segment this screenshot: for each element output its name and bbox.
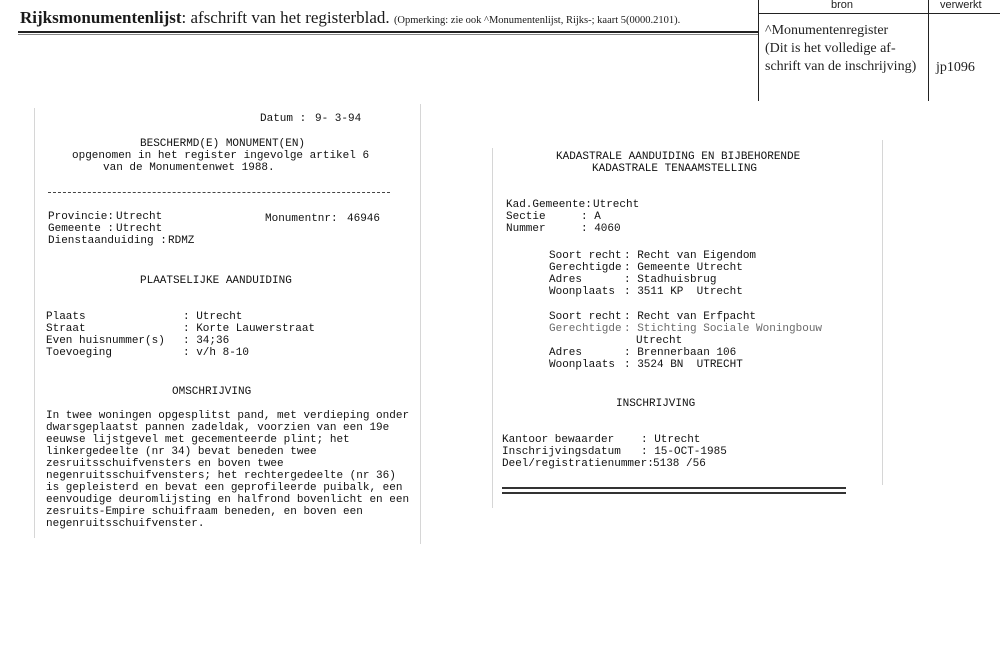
document-title — [20, 8, 680, 28]
gemeente-label: Gemeente : — [48, 223, 115, 235]
r1-adres-label: Adres — [549, 274, 583, 286]
r2-soort-label: Soort recht — [549, 311, 622, 323]
title-note: (Opmerking: zie ook ^Monumentenlijst, Rijks-; kaart 5(0000.2101). — [393, 15, 681, 26]
deel-value: 5138 /56 — [653, 458, 706, 470]
datum-value: 9- 3-94 — [315, 113, 362, 125]
dienst-value: RDMZ — [168, 235, 195, 247]
r2-woonplaats-label: Woonplaats — [549, 359, 616, 371]
monumentnr-label: Monumentnr: — [265, 213, 338, 225]
gemeente-value: Utrecht — [116, 223, 163, 235]
scan-edge-right-b — [882, 140, 883, 485]
sectie-value: : A — [581, 211, 601, 223]
r2-soort-value: : Recht van Erfpacht — [624, 311, 757, 323]
desc-line: zesruits-Empire schuifraam beneden, en boven een — [46, 506, 363, 518]
nummer-label: Nummer — [506, 223, 546, 235]
r1-soort-label: Soort recht — [549, 250, 622, 262]
desc-line: In twee woningen opgesplitst pand, met verdieping onder — [46, 410, 410, 422]
provincie-label: Provincie: — [48, 211, 115, 223]
nummer-value: : 4060 — [581, 223, 621, 235]
r1-gerechtigde-label: Gerechtigde — [549, 262, 622, 274]
desc-line: zesruitsschuifvensters en boven twee — [46, 458, 284, 470]
closing-rule-1 — [502, 487, 846, 489]
box-divider — [928, 0, 929, 101]
r2-gerechtigde-value: : Stichting Sociale Woningbouw — [624, 323, 823, 335]
datum-label: Datum : — [260, 113, 307, 125]
box-header-rule — [758, 13, 1000, 14]
scan-edge-mid — [420, 104, 421, 544]
plaats-value: : Utrecht — [183, 311, 243, 323]
box-col-verwerkt: verwerkt — [940, 0, 982, 11]
r1-woonplaats-label: Woonplaats — [549, 286, 616, 298]
title-rest: : afschrift van het registerblad. — [181, 8, 390, 27]
straat-value: : Korte Lauwerstraat — [183, 323, 316, 335]
closing-rule-2 — [502, 492, 846, 494]
inschrijvingsdatum-value: : 15-OCT-1985 — [641, 446, 727, 458]
desc-line: linkergedeelte (nr 34) bevat beneden twee — [46, 446, 317, 458]
r2-gerechtigde-value-2: Utrecht — [636, 335, 683, 347]
title-bold: Rijksmonumentenlijst — [20, 8, 182, 27]
r2-adres-value: : Brennerbaan 106 — [624, 347, 737, 359]
kantoor-label: Kantoor bewaarder — [502, 434, 615, 446]
box-border-left — [758, 0, 759, 101]
header-rule — [18, 31, 758, 33]
r1-woonplaats-value: : 3511 KP Utrecht — [624, 286, 743, 298]
bron-line-3: schrift van de inschrijving) — [765, 59, 917, 74]
heading-opgenomen: opgenomen in het register ingevolge artikel 6 — [72, 150, 370, 162]
dienst-label: Dienstaanduiding : — [48, 235, 167, 247]
provincie-value: Utrecht — [116, 211, 163, 223]
header-rule-thin — [18, 34, 758, 35]
section-inschrijving: INSCHRIJVING — [616, 398, 696, 410]
heading-wet: van de Monumentenwet 1988. — [103, 162, 275, 174]
dashed-rule — [48, 192, 390, 194]
r2-woonplaats-value: : 3524 BN UTRECHT — [624, 359, 743, 371]
r1-soort-value: : Recht van Eigendom — [624, 250, 757, 262]
plaats-label: Plaats — [46, 311, 86, 323]
deel-label: Deel/registratienummer: — [502, 458, 654, 470]
straat-label: Straat — [46, 323, 86, 335]
r2-adres-label: Adres — [549, 347, 583, 359]
kad-gemeente-label: Kad.Gemeente: — [506, 199, 592, 211]
monumentnr-value: 46946 — [347, 213, 381, 225]
kantoor-value: : Utrecht — [641, 434, 701, 446]
toevoeging-label: Toevoeging — [46, 347, 113, 359]
bron-line-1: ^Monumentenregister — [765, 23, 889, 38]
desc-line: negenruitsschuifvensters; het rechtergedeelte (nr 36) — [46, 470, 396, 482]
kadastrale-heading-2: KADASTRALE TENAAMSTELLING — [592, 163, 758, 175]
sectie-label: Sectie — [506, 211, 546, 223]
section-omschrijving: OMSCHRIJVING — [172, 386, 252, 398]
huisnummer-label: Even huisnummer(s) — [46, 335, 165, 347]
scan-edge-left — [34, 108, 35, 538]
box-col-bron: bron — [831, 0, 854, 11]
desc-line: dwarsgeplaatst pannen zadeldak, voorzien van een 19e — [46, 422, 390, 434]
desc-line: eenvoudige deuromlijsting en halfrond bovenlicht en een — [46, 494, 410, 506]
inschrijvingsdatum-label: Inschrijvingsdatum — [502, 446, 621, 458]
kadastrale-heading-1: KADASTRALE AANDUIDING EN BIJBEHORENDE — [556, 151, 801, 163]
r2-gerechtigde-label: Gerechtigde — [549, 323, 622, 335]
huisnummer-value: : 34;36 — [183, 335, 230, 347]
verwerkt-value: jp1096 — [936, 60, 975, 75]
r1-gerechtigde-value: : Gemeente Utrecht — [624, 262, 743, 274]
desc-line: eeuwse lijstgevel met gecementeerde plint; het — [46, 434, 350, 446]
desc-line: is gepleisterd en bevat een geprofileerde puibalk, een — [46, 482, 403, 494]
r1-adres-value: : Stadhuisbrug — [624, 274, 717, 286]
toevoeging-value: : v/h 8-10 — [183, 347, 250, 359]
kad-gemeente-value: Utrecht — [593, 199, 640, 211]
source-box — [758, 0, 1000, 101]
bron-line-2: (Dit is het volledige af- — [765, 41, 896, 56]
scan-edge-right-a — [492, 148, 493, 508]
section-plaatselijke: PLAATSELIJKE AANDUIDING — [140, 275, 292, 287]
desc-line: negenruitsschuifvenster. — [46, 518, 205, 530]
heading-beschermd: BESCHERMD(E) MONUMENT(EN) — [140, 138, 306, 150]
